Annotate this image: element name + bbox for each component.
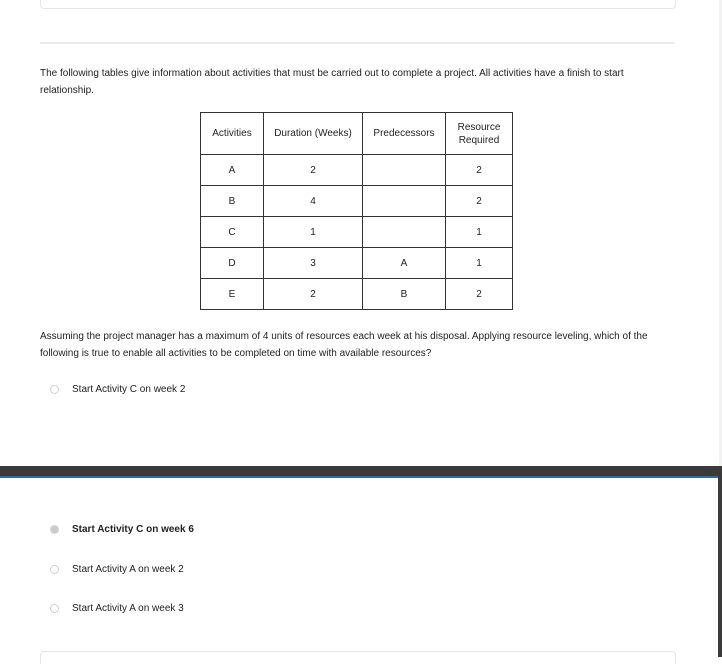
option-label[interactable]: Start Activity C on week 2 [72, 383, 186, 395]
header-duration: Duration (Weeks) [264, 113, 363, 155]
header-resource [446, 113, 513, 155]
table-row [201, 155, 513, 186]
cell-resource: 1 [446, 217, 513, 248]
table-row [201, 186, 513, 217]
radio-button[interactable] [50, 565, 59, 574]
previous-question-card [40, 0, 676, 9]
cell-resource: 2 [446, 279, 513, 310]
scrollbar[interactable] [718, 476, 722, 657]
radio-button[interactable] [50, 604, 59, 613]
header-activities: Activities [201, 113, 264, 155]
option-label[interactable]: Start Activity C on week 6 [72, 523, 194, 535]
option-label[interactable]: Start Activity A on week 2 [72, 563, 184, 575]
question-prompt: Assuming the project manager has a maximum of 4 units of resources each week at his disposal. Applying resource leveling, which of the following is true to enable all activities to be completed on time with available resources? [40, 331, 648, 359]
next-question-card [40, 651, 676, 664]
cell-activity: E [201, 279, 264, 310]
option-a-week-2[interactable] [50, 562, 184, 576]
cell-predecessors [363, 155, 446, 186]
cell-duration: 1 [264, 217, 363, 248]
cell-duration: 3 [264, 248, 363, 279]
option-c-week-2[interactable] [50, 382, 185, 396]
cell-duration: 4 [264, 186, 363, 217]
cell-duration: 2 [264, 155, 363, 186]
cell-predecessors [363, 186, 446, 217]
table-header-row [201, 113, 513, 155]
question-intro: The following tables give information about activities that must be carried out to complete a project. All activities have a finish to start relationship. [40, 68, 624, 96]
section-divider [40, 42, 675, 44]
table-row [201, 217, 513, 248]
activities-table [200, 112, 513, 310]
radio-button-selected[interactable] [50, 525, 59, 534]
option-c-week-6[interactable] [50, 522, 194, 536]
cell-activity: A [201, 155, 264, 186]
focus-line [0, 476, 722, 478]
option-a-week-3[interactable] [50, 601, 184, 615]
cell-resource: 2 [446, 186, 513, 217]
header-predecessors: Predecessors [363, 113, 446, 155]
cell-resource: 2 [446, 155, 513, 186]
radio-button[interactable] [50, 385, 59, 394]
page-separator [0, 466, 722, 476]
table-row [201, 279, 513, 310]
cell-activity: B [201, 186, 264, 217]
cell-duration: 2 [264, 279, 363, 310]
table-row [201, 248, 513, 279]
cell-predecessors [363, 217, 446, 248]
cell-predecessors: A [363, 248, 446, 279]
cell-predecessors: B [363, 279, 446, 310]
cell-resource: 1 [446, 248, 513, 279]
option-label[interactable]: Start Activity A on week 3 [72, 602, 184, 614]
cell-activity: D [201, 248, 264, 279]
header-resource-label: Resource Required [457, 121, 501, 146]
cell-activity: C [201, 217, 264, 248]
